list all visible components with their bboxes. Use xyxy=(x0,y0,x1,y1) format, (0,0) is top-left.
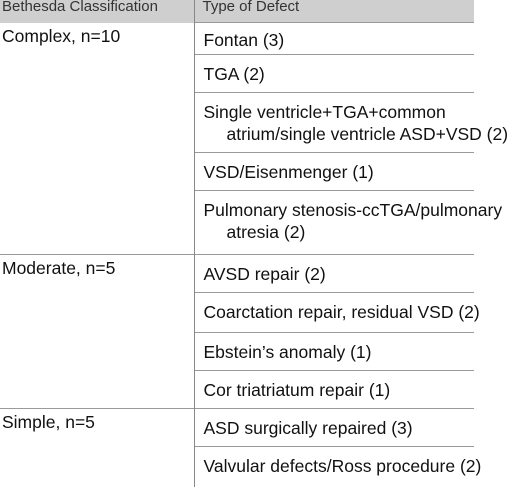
defect-text: AVSD repair (2) xyxy=(203,264,326,284)
table-row xyxy=(0,409,474,447)
defect-text: ASD surgically repaired (3) xyxy=(203,418,413,438)
defect-cell xyxy=(194,23,474,55)
table-row xyxy=(0,255,474,293)
classification-cell: Complex, n=10 xyxy=(2,25,121,46)
defect-text: Cor triatriatum repair (1) xyxy=(203,380,391,400)
defect-cell xyxy=(194,191,503,255)
defect-text: Fontan (3) xyxy=(203,30,285,50)
defect-text: Single ventricle+TGA+common xyxy=(203,102,446,122)
defect-cell xyxy=(194,333,474,371)
defect-cell xyxy=(194,153,474,191)
defect-text-continued: atresia (2) xyxy=(226,222,306,242)
table-row xyxy=(0,23,474,55)
defect-text: VSD/Eisenmenger (1) xyxy=(203,162,374,182)
table-header xyxy=(0,0,474,23)
defect-text: Coarctation repair, residual VSD (2) xyxy=(203,302,480,322)
classification-cell: Moderate, n=5 xyxy=(0,255,194,409)
header-defect-type: Type of Defect xyxy=(194,0,474,23)
defect-text-continued: atrium/single ventricle ASD+VSD (2) xyxy=(226,124,508,144)
defect-cell xyxy=(194,371,474,409)
defect-text: TGA (2) xyxy=(203,64,265,84)
classification-cell: Simple, n=5 xyxy=(0,409,194,487)
defect-cell xyxy=(194,255,474,293)
defect-text: Valvular defects/Ross procedure (2) xyxy=(203,456,482,476)
header-row xyxy=(0,0,474,23)
defect-text: Pulmonary stenosis-ccTGA/pulmonary xyxy=(203,200,503,220)
table-body xyxy=(0,23,508,487)
defect-cell xyxy=(194,55,474,93)
defect-cell xyxy=(194,93,508,153)
defect-cell xyxy=(194,447,482,487)
header-classification: Bethesda Classification xyxy=(0,0,194,23)
defect-cell xyxy=(194,293,480,333)
defect-text: Ebstein’s anomaly (1) xyxy=(203,342,372,362)
defect-cell xyxy=(194,409,474,447)
